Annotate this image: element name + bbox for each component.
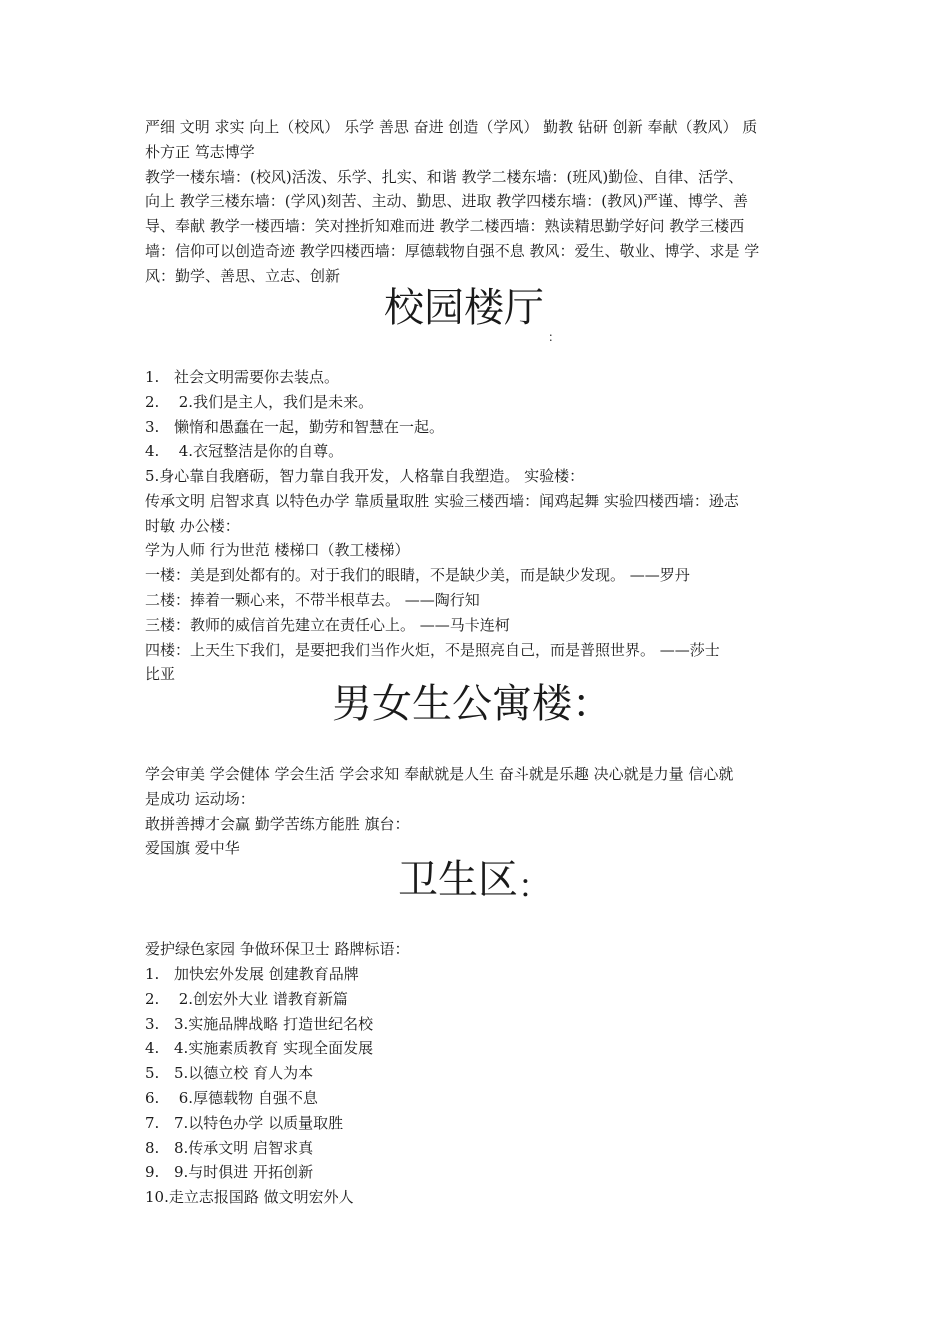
list-item: 10.走立志报国路 做文明宏外人 xyxy=(145,1188,354,1207)
list-number: 3. xyxy=(145,417,160,436)
list-number: 3. xyxy=(145,1014,160,1033)
dorm-paragraph xyxy=(145,762,810,861)
list-item xyxy=(145,365,810,390)
heading-lobby: 校园楼厅 xyxy=(384,285,544,331)
list-text: 加快宏外发展 创建教育品牌 xyxy=(174,965,359,983)
hygiene-paragraph xyxy=(145,937,810,962)
text-line: 爱护绿色家园 争做环保卫士 路牌标语： xyxy=(145,940,410,958)
list-text: 2.创宏外大业 谱教育新篇 xyxy=(174,989,348,1008)
intro-paragraph xyxy=(145,115,810,289)
list-text: 8.传承文明 启智求真 xyxy=(174,1138,314,1157)
text-line: 风：勤学、善思、立志、创新 xyxy=(145,266,341,285)
list-number: 1. xyxy=(145,965,160,983)
list-number: 8. xyxy=(145,1138,160,1157)
list-text: 3.实施品牌战略 打造世纪名校 xyxy=(174,1014,374,1033)
list-item xyxy=(145,439,810,464)
list-item xyxy=(145,1111,810,1136)
text-line: 学为人师 行为世范 楼梯口（教工楼梯） xyxy=(145,541,410,560)
middle-paragraph xyxy=(145,464,810,687)
list-number: 5. xyxy=(145,1064,160,1083)
list-text: 9.与时俱进 开拓创新 xyxy=(174,1163,314,1182)
text-line: 5.身心靠自我磨砺，智力靠自我开发，人格靠自我塑造。 实验楼： xyxy=(145,467,585,485)
list-number: 4. xyxy=(145,442,160,461)
list-number: 4. xyxy=(145,1039,160,1058)
text-line: 比亚 xyxy=(145,665,176,684)
list-item xyxy=(145,415,810,440)
list-number: 2. xyxy=(145,392,160,411)
list-text: 5.以德立校 育人为本 xyxy=(174,1064,314,1083)
list-item xyxy=(145,1160,810,1185)
text-line: 三楼：教师的威信首先建立在责任心上。 ——马卡连柯 xyxy=(145,615,510,634)
text-line: 四楼：上天生下我们，是要把我们当作火炬，不是照亮自己，而是普照世界。 ——莎士 xyxy=(145,640,720,659)
text-line: 教学一楼东墙：(校风)活泼、乐学、扎实、和谐 教学二楼东墙：(班风)勤俭、自律、活学、 xyxy=(145,167,744,186)
text-line: 二楼：捧着一颗心来，不带半根草去。 ——陶行知 xyxy=(145,590,480,609)
list-text: 6.厚德载物 自强不息 xyxy=(174,1088,318,1107)
text-line: 敢拼善搏才会赢 勤学苦练方能胜 旗台： xyxy=(145,814,410,833)
text-line: 墙：信仰可以创造奇迹 教学四楼西墙：厚德载物自强不息 教风：爱生、敬业、博学、求是 学 xyxy=(145,241,760,260)
text-line: 向上 教学三楼东墙：(学风)刻苦、主动、勤思、进取 教学四楼东墙：(教风)严谨、博学、善 xyxy=(145,192,748,211)
list-text: 懒惰和愚蠢在一起，勤劳和智慧在一起。 xyxy=(174,417,445,436)
lobby-list xyxy=(145,365,810,464)
heading-dorm: 男女生公寓楼： xyxy=(332,681,612,727)
text-line: 导、奉献 教学一楼西墙：笑对挫折知难而进 教学二楼西墙：熟读精思勤学好问 教学三楼西 xyxy=(145,217,745,236)
heading-hygiene: 卫生区 xyxy=(398,857,518,903)
text-line: 严细 文明 求实 向上（校风） 乐学 善思 奋进 创造（学风） 勤教 钻研 创新 奉献（教风） 质 xyxy=(145,118,758,136)
list-number: 1. xyxy=(145,368,160,386)
list-text: 4.衣冠整洁是你的自尊。 xyxy=(174,442,344,461)
list-item xyxy=(145,987,810,1012)
text-line: 传承文明 启智求真 以特色办学 靠质量取胜 实验三楼西墙：闻鸡起舞 实验四楼西墙：逊志 xyxy=(145,491,739,510)
list-item xyxy=(145,1086,810,1111)
list-text: 社会文明需要你去装点。 xyxy=(174,368,340,386)
text-line: 爱国旗 爱中华 xyxy=(145,839,240,858)
list-item xyxy=(145,1061,810,1086)
list-number: 2. xyxy=(145,989,160,1008)
list-number: 6. xyxy=(145,1088,160,1107)
list-item xyxy=(145,390,810,415)
text-line: 学会审美 学会健体 学会生活 学会求知 奉献就是人生 奋斗就是乐趣 决心就是力量 信心就 xyxy=(145,765,734,783)
list-text: 7.以特色办学 以质量取胜 xyxy=(174,1113,344,1132)
list-item xyxy=(145,1012,810,1037)
list-text: 4.实施素质教育 实现全面发展 xyxy=(174,1039,374,1058)
text-line: 时敏 办公楼： xyxy=(145,516,240,535)
text-line: 是成功 运动场： xyxy=(145,789,255,808)
heading-hygiene-colon: ： xyxy=(518,867,551,905)
list-item xyxy=(145,1036,810,1061)
list-number: 7. xyxy=(145,1113,160,1132)
list-text: 2.我们是主人，我们是未来。 xyxy=(174,392,374,411)
text-line: 一楼：美是到处都有的。对于我们的眼睛，不是缺少美，而是缺少发现。 ——罗丹 xyxy=(145,566,690,585)
heading-lobby-colon: ： xyxy=(548,330,561,344)
slogan-list xyxy=(145,962,810,1210)
list-item xyxy=(145,962,810,987)
text-line: 朴方正 笃志博学 xyxy=(145,142,255,161)
list-number: 9. xyxy=(145,1163,160,1182)
list-item xyxy=(145,1136,810,1161)
